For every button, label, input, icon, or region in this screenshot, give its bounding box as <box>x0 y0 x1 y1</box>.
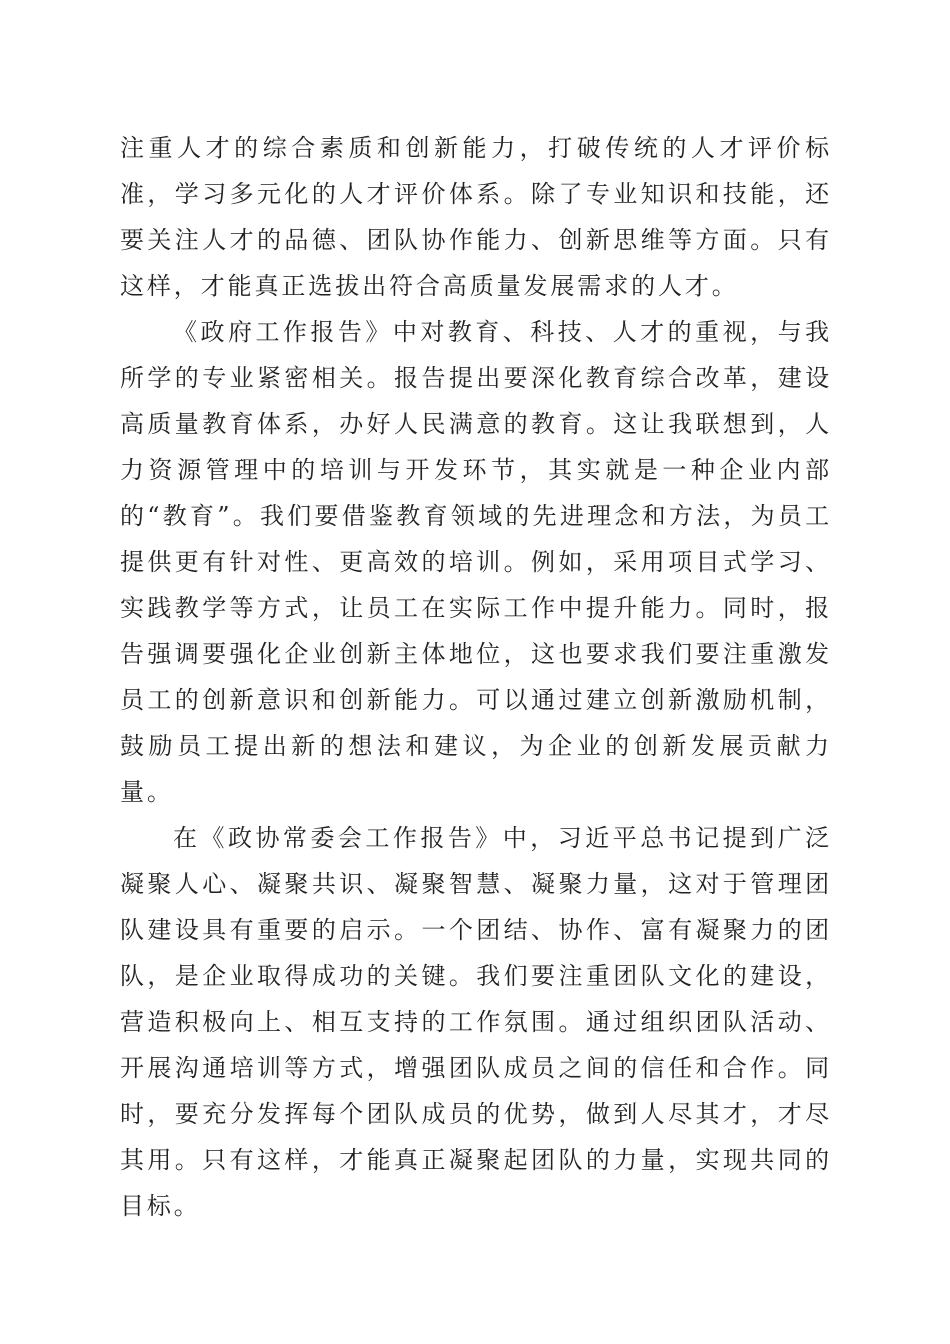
paragraph-government-work-report: 《政府工作报告》中对教育、科技、人才的重视，与我所学的专业紧密相关。报告提出要深化教育综合改革，建设高质量教育体系，办好人民满意的教育。这让我联想到，人力资源管理中的培训与开发环节，其实就是一种企业内部的“教育”。我们要借鉴教育领域的先进理念和方法，为员工提供更有针对性、更高效的培训。例如，采用项目式学习、实践教学等方式，让员工在实际工作中提升能力。同时，报告强调要强化企业创新主体地位，这也要求我们要注重激发员工的创新意识和创新能力。可以通过建立创新激励机制，鼓励员工提出新的想法和建议，为企业的创新发展贡献力量。 <box>120 318 832 806</box>
paragraph-talent-evaluation: 注重人才的综合素质和创新能力，打破传统的人才评价标准，学习多元化的人才评价体系。除了专业知识和技能，还要关注人才的品德、团队协作能力、创新思维等方面。只有这样，才能真正选拔出符合高质量发展需求的人才。 <box>120 134 832 300</box>
paragraph-cppcc-work-report: 在《政协常委会工作报告》中，习近平总书记提到广泛凝聚人心、凝聚共识、凝聚智慧、凝聚力量，这对于管理团队建设具有重要的启示。一个团结、协作、富有凝聚力的团队，是企业取得成功的关键。我们要注重团队文化的建设，营造积极向上、相互支持的工作氛围。通过组织团队活动、开展沟通培训等方式，增强团队成员之间的信任和合作。同时，要充分发挥每个团队成员的优势，做到人尽其才，才尽其用。只有这样，才能真正凝聚起团队的力量，实现共同的目标。 <box>120 824 832 1220</box>
document-body <box>120 125 832 1229</box>
